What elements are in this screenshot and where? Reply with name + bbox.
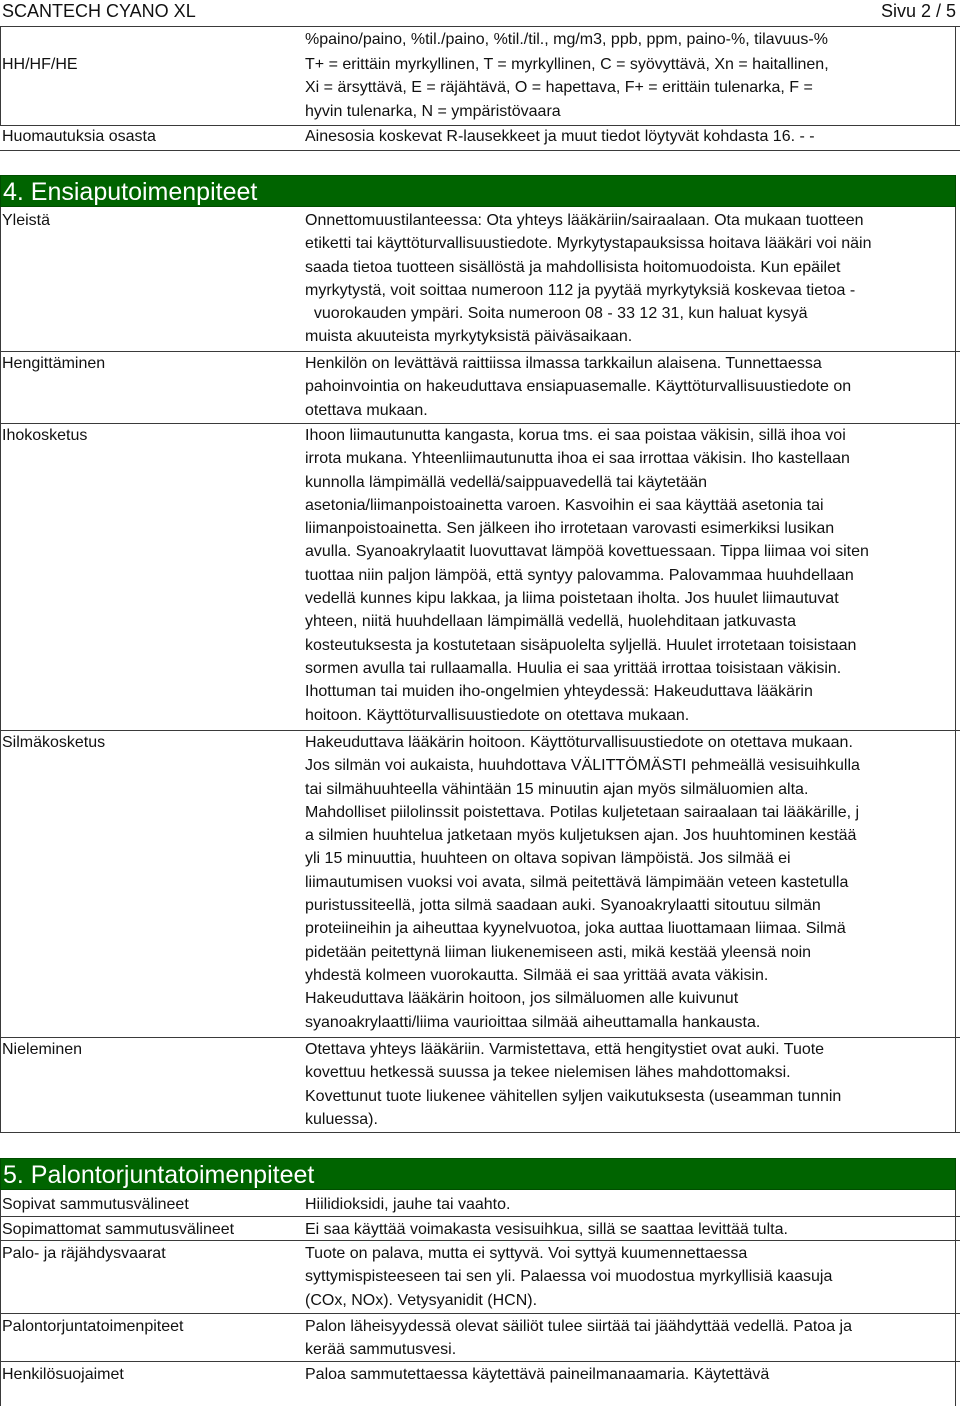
divider xyxy=(0,1361,960,1362)
frame-right-line xyxy=(955,26,956,126)
row-label-firefighting: Palontorjuntatoimenpiteet xyxy=(2,1318,184,1335)
frame-right-line xyxy=(955,207,956,1132)
row-value-ppe: Paloa sammutettaessa käytettävä paineilmanaamaria. Käytettävä xyxy=(305,1366,770,1383)
notes-value: Ainesosia koskevat R-lausekkeet ja muut tiedot löytyvät kohdasta 16. - - xyxy=(305,128,815,145)
row-value-skin: Ihoon liimautunutta kangasta, korua tms. ei saa poistaa väkisin, sillä ihoa voi irrota mukana. Yhteenliimautunutta ihoa ei saa irrottaa väkisin. Iho kastellaan kunnolla lämpimällä vedellä/saippuavedellä tai käytetään asetonia/liimanpoistoainetta varoen. Kasvoihin ei saa käyttää asetonia tai liimanpoistoainetta. Sen jälkeen iho irrotetaan varovasti esimerkiksi lusikan avulla. Syanoakrylaatit luovuttavat lämpöä kovettuessaan. Tippa liimaa voi siten tuottaa niin paljon lämpöä, että syntyy palovamma. Palovammaa huuhdellaan vedellä kunnes kipu lakkaa, ja liima poistetaan iholta. Jos huulet liimautuvat yhteen, niitä huuhdellaan lämpimällä vedellä, huolehditaan jatkuvasta kosteutuksesta ja kostutetaan sisäpuolelta syljellä. Huulet irrotetaan toisistaan sormen avulla tai rullaamalla. Huulia ei saa yrittää irrottaa toisistaan väkisin. Ihottuman tai muiden iho-ongelmien yhteydessä: Hakeuduttava lääkärin hoitoon. Käyttöturvallisuustiedote on otettava mukaan. xyxy=(305,427,869,724)
notes-label: Huomautuksia osasta xyxy=(2,128,156,145)
row-label-eye: Silmäkosketus xyxy=(2,734,106,751)
row-label-skin: Ihokosketus xyxy=(2,427,88,444)
frame-right-line xyxy=(955,1190,956,1406)
divider xyxy=(0,150,960,151)
row-value-firefighting: Palon läheisyydessä olevat säiliöt tulee siirtää tai jäähdyttää vedellä. Patoa ja kerää sammutusvesi. xyxy=(305,1318,852,1359)
hh-label: HH/HF/HE xyxy=(2,56,78,73)
row-value-inhalation: Henkilön on levättävä raittiissa ilmassa tarkkailun alaisena. Tunnettaessa pahoinvointia on hakeuduttava ensiapuasemalle. Käyttöturvallisuustiedote on otettava mukaan. xyxy=(305,355,852,419)
row-label-fire-hazards: Palo- ja räjähdysvaarat xyxy=(2,1245,166,1262)
units-line: %paino/paino, %til./paino, %til./til., mg/m3, ppb, ppm, paino-%, tilavuus-% xyxy=(305,31,828,48)
product-name: SCANTECH CYANO XL xyxy=(2,1,196,21)
row-label-inhalation: Hengittäminen xyxy=(2,355,106,372)
divider xyxy=(0,1313,960,1314)
row-value-general: Onnettomuustilanteessa: Ota yhteys lääkäriin/sairaalaan. Ota mukaan tuotteen etiketti tai käyttöturvallisuustiedote. Myrkytystapauksissa hoitava lääkäri voi näin saada tietoa tuotteen sisällöstä ja mahdollisista hoitomuodoista. Kun epäilet myrkytystä, voit soittaa numeroon 112 ja pyytää myrkytyksiä koskevaa tietoa - vuorokauden ympäri. Soita numeroon 08 - 33 12 31, kun haluat kysyä muista akuuteista myrkytyksistä päiväsaikaan. xyxy=(305,212,872,346)
divider xyxy=(0,1132,960,1133)
row-value-fire-hazards: Tuote on palava, mutta ei syttyvä. Voi syttyä kuumennettaessa syttymispisteeseen tai sen yli. Palaessa voi muodostua myrkyllisiä kaasuja (COx, NOx). Vetysyanidit (HCN). xyxy=(305,1245,833,1309)
row-label-ingestion: Nieleminen xyxy=(2,1041,83,1058)
section-4-title: 4. Ensiaputoimenpiteet xyxy=(0,175,956,207)
page-header xyxy=(0,0,960,27)
row-label-unsuitable-media: Sopimattomat sammutusvälineet xyxy=(2,1221,235,1238)
row-label-general: Yleistä xyxy=(2,212,51,229)
frame-left-line xyxy=(0,26,1,126)
divider xyxy=(0,1216,960,1217)
row-label-suitable-media: Sopivat sammutusvälineet xyxy=(2,1196,189,1213)
page-number: Sivu 2 / 5 xyxy=(880,1,956,21)
frame-left-line xyxy=(0,1190,1,1406)
frame-left-line xyxy=(0,207,1,1132)
divider xyxy=(0,1240,960,1241)
row-value-ingestion: Otettava yhteys lääkäriin. Varmistettava, että hengitystiet ovat auki. Tuote kovettuu hetkessä suussa ja tekee nielemisen lähes mahdottomaksi. Kovettunut tuote liukenee vähitellen syljen vaikutuksesta (useamman tunnin kuluessa). xyxy=(305,1041,842,1128)
section-5-title: 5. Palontorjuntatoimenpiteet xyxy=(0,1158,956,1190)
row-label-ppe: Henkilösuojaimet xyxy=(2,1366,124,1383)
row-value-suitable-media: Hiilidioksidi, jauhe tai vaahto. xyxy=(305,1196,511,1213)
row-value-unsuitable-media: Ei saa käyttää voimakasta vesisuihkua, sillä se saattaa levittää tulta. xyxy=(305,1221,788,1238)
row-value-eye: Hakeuduttava lääkärin hoitoon. Käyttöturvallisuustiedote on otettava mukaan. Jos silmän voi aukaista, huuhdottava VÄLITTÖMÄSTI pehmeällä vesisuihkulla tai silmähuuhteella vähintään 15 minuutin ajan myös silmäluomien alta. Mahdolliset piilolinssit poistettava. Potilas kuljetetaan sairaalaan tai lääkärille, j a silmien huuhtelua jatketaan myös kuljetuksen ajan. Jos huuhtominen kestää yli 15 minuuttia, huuhteen on oltava sopivan lämpöistä. Jos silmää ei liimautumisen vuoksi voi avata, silmä peitettävä lämpimään veteen kastetulla puristussiteellä, jotta silmä saadaan auki. Syanoakrylaatti sitoutuu silmän proteiineihin ja aiheuttaa kyynelvuotoa, joka auttaa liuottamaan liimaa. Silmä pidetään peitettynä liiman liukenemiseen asti, mikä kestää yleensä noin yhdestä kolmeen vuorokautta. Silmää ei saa yrittää avata väkisin. Hakeuduttava lääkärin hoitoon, jos silmäluomen alle kuivunut syanoakrylaatti/liima vaurioittaa silmää aiheuttamalla hankausta. xyxy=(305,734,860,1031)
hh-value: T+ = erittäin myrkyllinen, T = myrkyllinen, C = syövyttävä, Xn = haitallinen, Xi = ärsyttävä, E = räjähtävä, O = hapettava, F+ = erittäin tulenarka, F = hyvin tulenarka, N = ympäristövaara xyxy=(305,56,829,120)
